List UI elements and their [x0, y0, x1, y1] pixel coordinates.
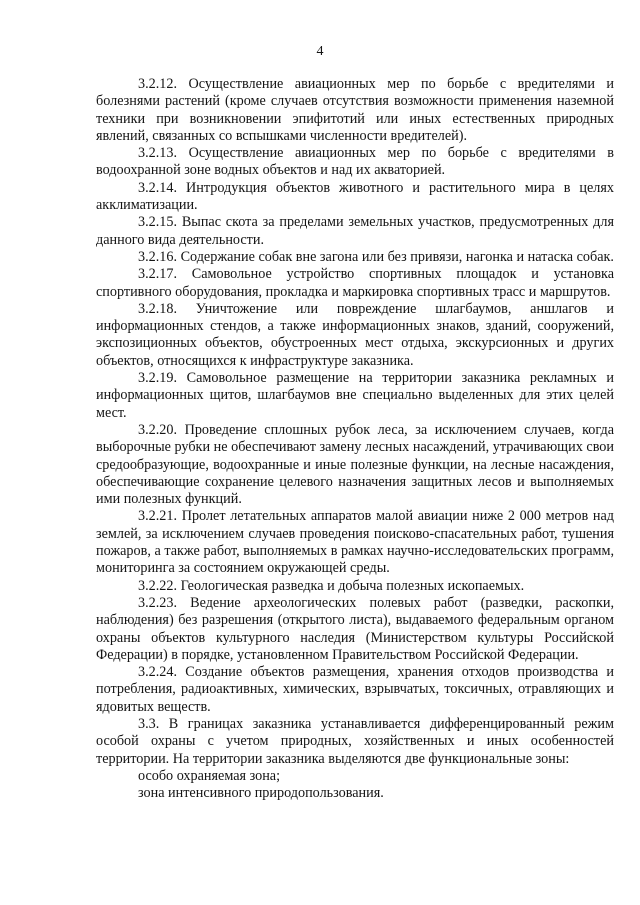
paragraph-3-2-23: 3.2.23. Ведение археологических полевых работ (разведки, раскопки, наблюдения) без разрешения (открытого листа), выдаваемого федеральным органом охраны объектов культурного наследия (Министерством культуры Российской Федерации) в порядке, установленном Правительством Российской Федерации.	[96, 594, 614, 663]
paragraph-3-2-12: 3.2.12. Осуществление авиационных мер по борьбе с вредителями и болезнями растений (кроме случаев отсутствия возможности применения наземной техники при возникновении эпифитотий или иных естественных природных явлений, связанных со вспышками численности вредителей).	[96, 76, 614, 144]
paragraph-3-2-24: 3.2.24. Создание объектов размещения, хранения отходов производства и потребления, радиоактивных, химических, взрывчатых, токсичных, отравляющих и ядовитых веществ.	[96, 664, 614, 715]
paragraph-3-2-15: 3.2.15. Выпас скота за пределами земельных участков, предусмотренных для данного вида деятельности.	[96, 214, 614, 248]
zone-item: зона интенсивного природопользования.	[138, 785, 384, 802]
paragraph-3-2-19: 3.2.19. Самовольное размещение на территории заказника рекламных и информационных щитов, шлагбаумов вне специально выделенных для этих целей мест.	[96, 370, 614, 421]
paragraph-3-2-18: 3.2.18. Уничтожение или повреждение шлагбаумов, аншлагов и информационных стендов, а также информационных знаков, зданий, сооружений, экспозиционных объектов, обустроенных мест отдыха, экскурсионных и других объектов, относящихся к инфраструктуре заказника.	[96, 300, 614, 369]
paragraph-3-2-16: 3.2.16. Содержание собак вне загона или без привязи, нагонка и натаска собак.	[138, 248, 614, 265]
paragraph-3-2-20: 3.2.20. Проведение сплошных рубок леса, за исключением случаев, когда выборочные рубки не обеспечивают замену лесных насаждений, утрачивающих свои средообразующие, водоохранные и иные полезные функции, на лесные насаждения, обеспечивающие сохранение целевого назначения защитных лесов и выполняемых ими полезных функций.	[96, 421, 614, 508]
document-body	[96, 76, 614, 802]
paragraph-3-3: 3.3. В границах заказника устанавливается дифференцированный режим особой охраны с учетом природных, хозяйственных и иных особенностей территории. На территории заказника выделяются две функциональные зоны:	[96, 715, 614, 767]
page-number: 4	[316, 44, 324, 59]
paragraph-3-2-13: 3.2.13. Осуществление авиационных мер по борьбе с вредителями в водоохранной зоне водных объектов и над их акваторией.	[96, 145, 614, 179]
paragraph-3-2-17: 3.2.17. Самовольное устройство спортивных площадок и установка спортивного оборудования, прокладка и маркировка спортивных трасс и маршрутов.	[96, 266, 614, 300]
paragraph-3-2-22: 3.2.22. Геологическая разведка и добыча полезных ископаемых.	[138, 577, 525, 594]
zone-item: особо охраняемая зона;	[138, 767, 281, 784]
paragraph-3-2-14: 3.2.14. Интродукция объектов животного и растительного мира в целях акклиматизации.	[96, 179, 614, 214]
paragraph-3-2-21: 3.2.21. Пролет летательных аппаратов малой авиации ниже 2 000 метров над землей, за исключением случаев проведения поисково-спасательных работ, тушения пожаров, а также работ, выполняемых в рамках научно-исследовательских программ, мониторинга за состоянием окружающей среды.	[96, 508, 614, 577]
